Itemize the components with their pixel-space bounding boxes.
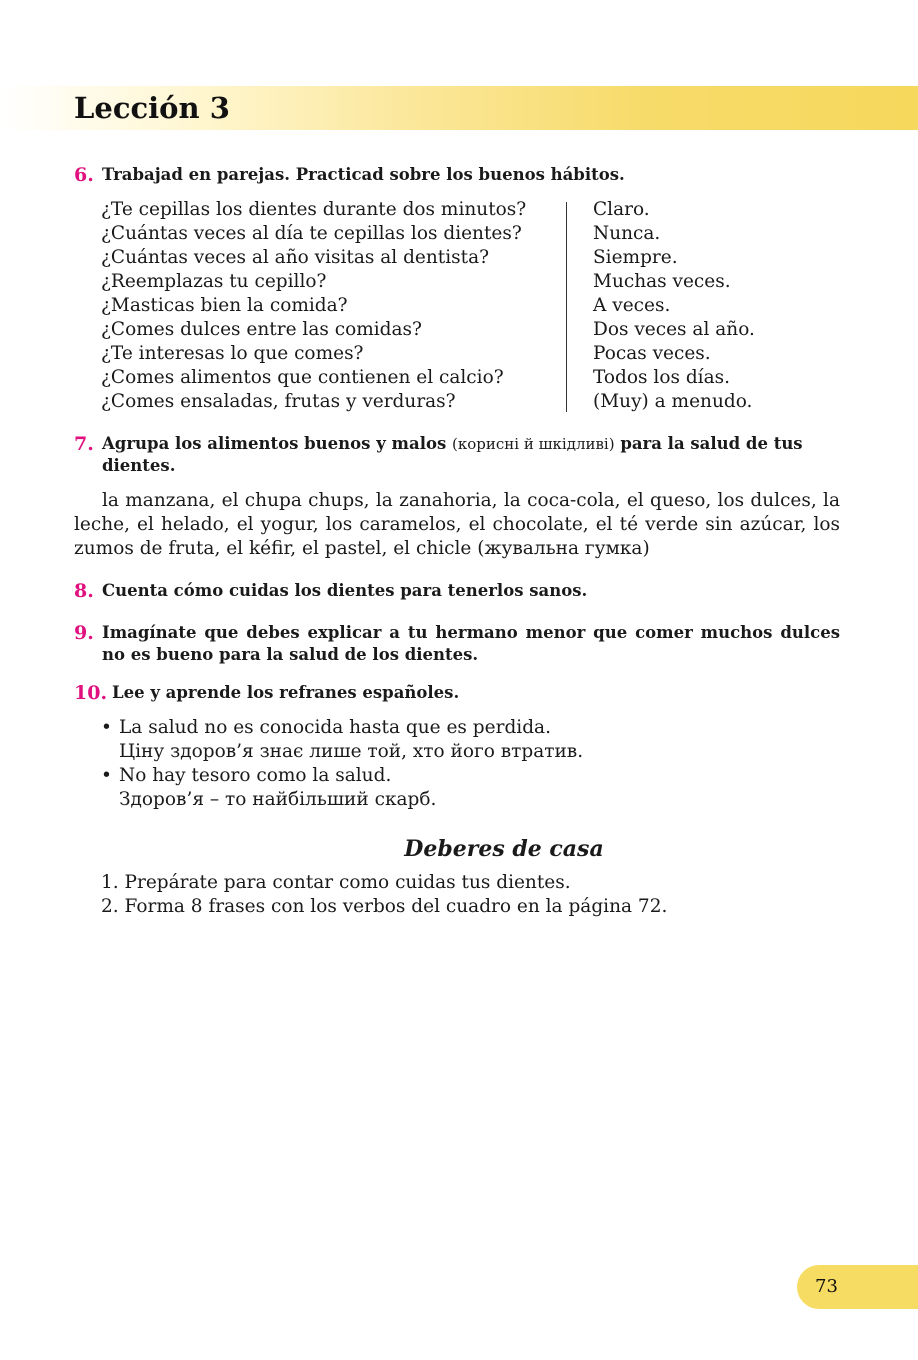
dialog-table	[101, 198, 801, 414]
answer-line: Pocas veces.	[593, 343, 711, 364]
question-line: ¿Cuántas veces al año visitas al dentista?	[101, 247, 490, 268]
question-line: ¿Cuántas veces al día te cepillas los dientes?	[101, 223, 522, 244]
proverb-item	[101, 764, 701, 812]
proverb-item	[101, 716, 701, 764]
instruction-text: Lee y aprende los refranes españoles.	[112, 683, 460, 702]
instruction-text: Cuenta cómo cuidas los dientes para tenerlos sanos.	[102, 581, 588, 600]
proverb-spanish: La salud no es conocida hasta que es perdida.	[119, 717, 551, 738]
exercise-10	[74, 682, 844, 704]
exercise-8-instruction	[74, 580, 844, 602]
questions-column	[101, 198, 551, 414]
exercise-10-instruction	[74, 682, 844, 704]
exercise-7-instruction	[74, 433, 840, 477]
answer-line: Muchas veces.	[593, 271, 731, 292]
instruction-translation-note: (корисні й шкідливі)	[452, 435, 615, 453]
answer-line: Todos los días.	[593, 367, 730, 388]
question-line: ¿Reemplazas tu cepillo?	[101, 271, 327, 292]
exercise-number: 6.	[74, 164, 94, 186]
question-line: ¿Comes dulces entre las comidas?	[101, 319, 422, 340]
exercise-number: 9.	[74, 622, 94, 644]
column-divider	[566, 202, 567, 412]
question-line: ¿Comes ensaladas, frutas y verduras?	[101, 391, 456, 412]
homework-item: 1. Prepárate para contar como cuidas tus dientes.	[101, 872, 571, 893]
page-number: 73	[815, 1276, 838, 1297]
answer-line: Dos veces al año.	[593, 319, 755, 340]
exercise-9-instruction	[74, 622, 840, 666]
exercise-number: 8.	[74, 580, 94, 602]
proverb-ukrainian: Здоров’я – то найбільший скарб.	[119, 789, 437, 810]
bullet-icon: •	[101, 717, 112, 738]
question-line: ¿Comes alimentos que contienen el calcio?	[101, 367, 504, 388]
question-line: ¿Te cepillas los dientes durante dos minutos?	[101, 199, 527, 220]
homework-title: Deberes de casa	[404, 836, 604, 862]
instruction-text: Imagínate que debes explicar a tu hermano menor que comer muchos dulces no es bueno para la salud de los dientes.	[102, 623, 840, 664]
question-line: ¿Te interesas lo que comes?	[101, 343, 364, 364]
question-line: ¿Masticas bien la comida?	[101, 295, 348, 316]
exercise-7	[74, 433, 840, 561]
proverb-spanish: No hay tesoro como la salud.	[119, 765, 392, 786]
exercise-8	[74, 580, 844, 602]
exercise-6-instruction	[74, 164, 844, 186]
homework-item: 2. Forma 8 frases con los verbos del cuadro en la página 72.	[101, 896, 668, 917]
proverb-ukrainian: Ціну здоров’я знає лише той, хто його втратив.	[119, 741, 584, 762]
answer-line: Nunca.	[593, 223, 661, 244]
homework-list	[101, 871, 801, 919]
exercise-number: 10.	[74, 682, 108, 704]
answer-line: A veces.	[593, 295, 671, 316]
exercise-6	[74, 164, 844, 186]
exercise-9	[74, 622, 840, 666]
proverbs-list	[101, 716, 701, 812]
instruction-text: para la salud de tus dientes.	[102, 434, 803, 475]
answer-line: (Muy) a menudo.	[593, 391, 753, 412]
bullet-icon: •	[101, 765, 112, 786]
food-list-paragraph: la manzana, el chupa chups, la zanahoria, la coca-cola, el queso, los dulces, la leche, el helado, el yogur, los caramelos, el chocolate, el té verde sin azúcar, los zumos de fruta, el kéfir, el pastel, el chicle (жувальна гумка)	[74, 490, 840, 559]
answer-line: Claro.	[593, 199, 650, 220]
answer-line: Siempre.	[593, 247, 678, 268]
exercise-number: 7.	[74, 433, 94, 455]
instruction-text: Trabajad en parejas. Practicad sobre los buenos hábitos.	[102, 165, 625, 184]
answers-column	[593, 198, 793, 414]
lesson-title: Lección 3	[74, 91, 230, 125]
instruction-text: Agrupa los alimentos buenos y malos	[102, 434, 447, 453]
